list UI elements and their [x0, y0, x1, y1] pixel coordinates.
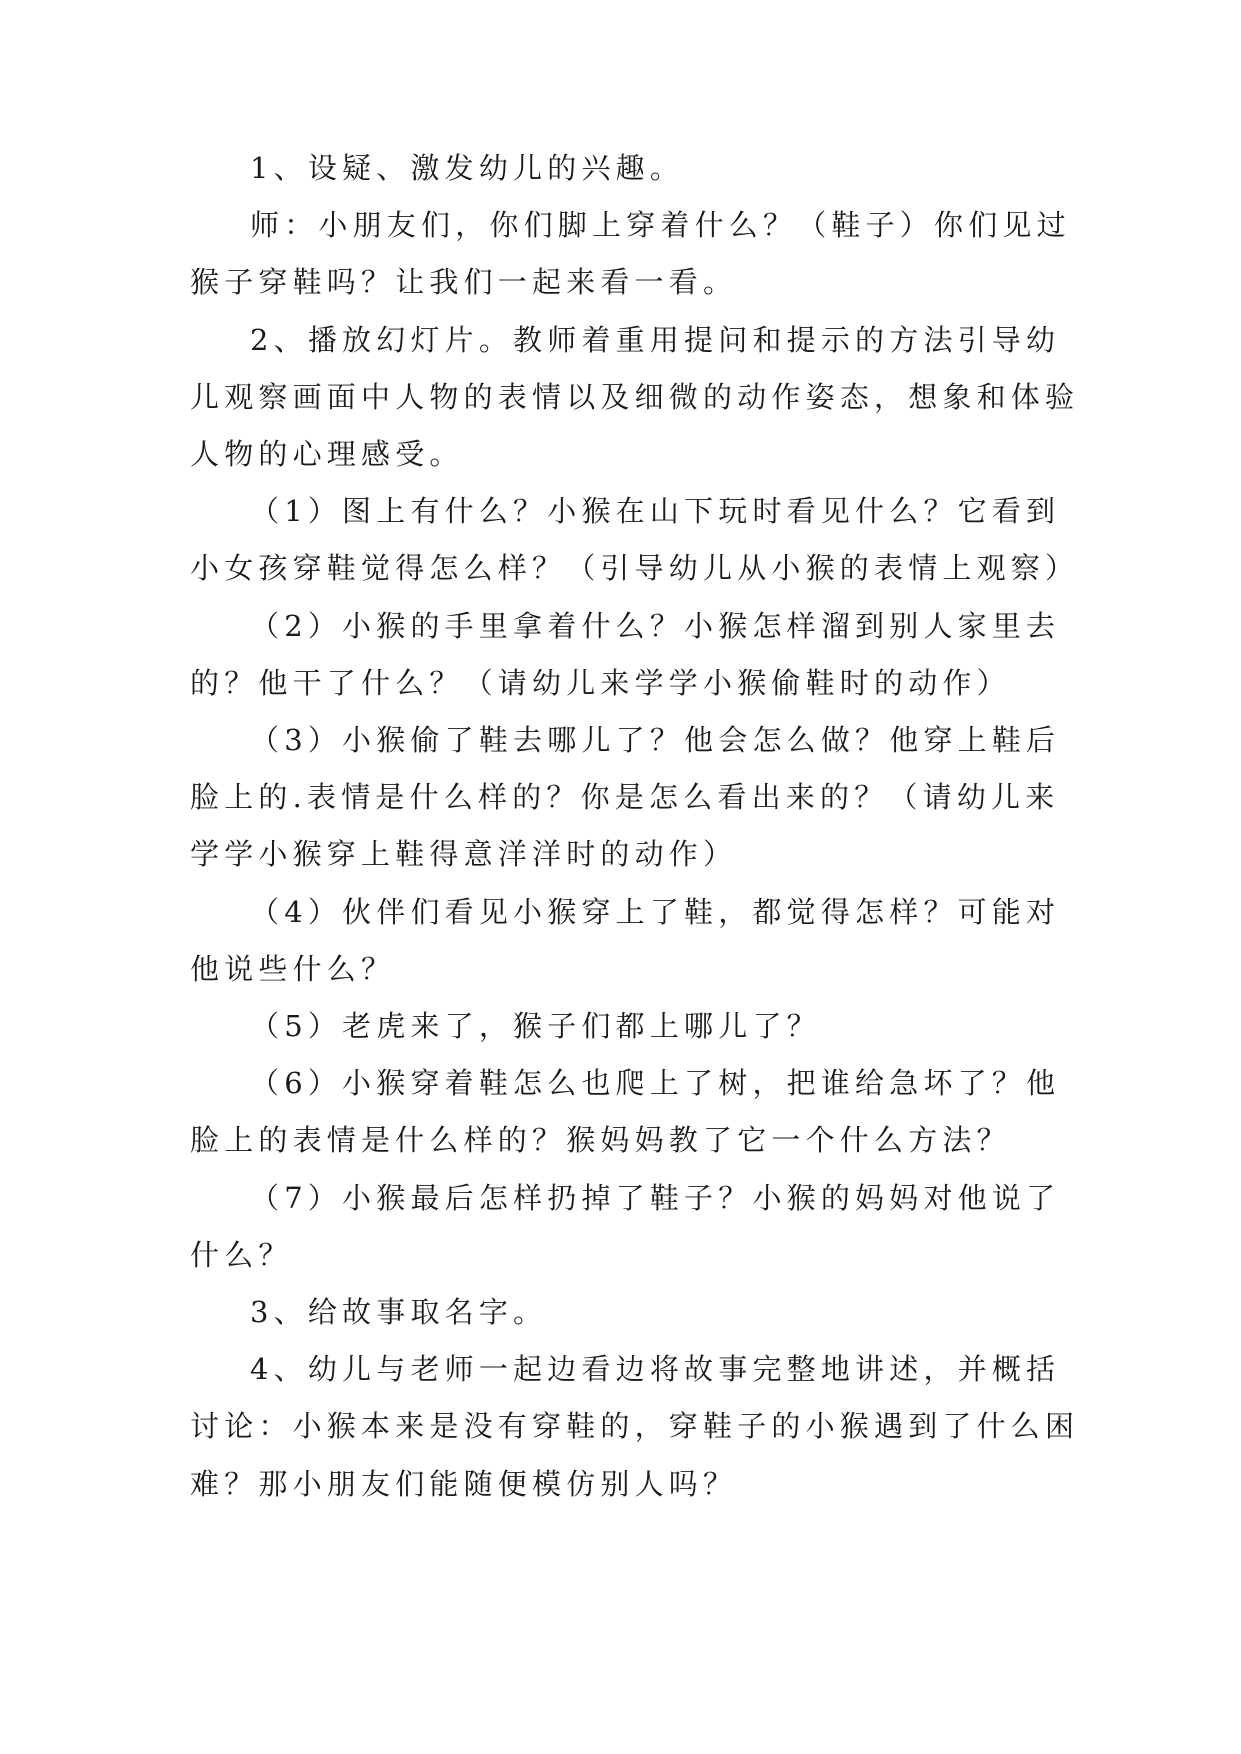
question-5-line-1: （5）老虎来了，猴子们都上哪儿了？ [250, 1009, 821, 1043]
question-3-line-3: 学学小猴穿上鞋得意洋洋时的动作） [190, 837, 738, 871]
step-1-heading: 1、设疑、激发幼儿的兴趣。 [250, 151, 685, 185]
step-4-line-2: 讨论：小猴本来是没有穿鞋的，穿鞋子的小猴遇到了什么困 [190, 1409, 1080, 1443]
question-4-line-1: （4）伙伴们看见小猴穿上了鞋，都觉得怎样？可能对 [250, 895, 1061, 929]
question-3-line-1: （3）小猴偷了鞋去哪儿了？他会怎么做？他穿上鞋后 [250, 723, 1061, 757]
teacher-dialogue-line-1: 师：小朋友们，你们脚上穿着什么？（鞋子）你们见过 [250, 208, 1071, 242]
step-4-line-3: 难？那小朋友们能随便模仿别人吗？ [190, 1467, 738, 1501]
question-2-line-2: 的？他干了什么？（请幼儿来学学小猴偷鞋时的动作） [190, 666, 1011, 700]
question-3-line-2: 脸上的.表情是什么样的？你是怎么看出来的？（请幼儿来 [190, 780, 1060, 814]
step-2-line-2: 儿观察画面中人物的表情以及细微的动作姿态，想象和体验 [190, 380, 1080, 414]
question-7-line-1: （7）小猴最后怎样扔掉了鞋子？小猴的妈妈对他说了 [250, 1181, 1061, 1215]
step-2-line-1: 2、播放幻灯片。教师着重用提问和提示的方法引导幼 [250, 323, 1061, 357]
question-1-line-2: 小女孩穿鞋觉得怎么样？（引导幼儿从小猴的表情上观察） [190, 551, 1080, 585]
question-2-line-1: （2）小猴的手里拿着什么？小猴怎样溜到别人家里去 [250, 609, 1061, 643]
teacher-dialogue-line-2: 猴子穿鞋吗？让我们一起来看一看。 [190, 265, 738, 299]
step-2-line-3: 人物的心理感受。 [190, 437, 464, 471]
step-3-heading: 3、给故事取名字。 [250, 1295, 548, 1329]
question-6-line-2: 脸上的表情是什么样的？猴妈妈教了它一个什么方法？ [190, 1123, 1011, 1157]
question-1-line-1: （1）图上有什么？小猴在山下玩时看见什么？它看到 [250, 494, 1061, 528]
question-4-line-2: 他说些什么？ [190, 952, 396, 986]
step-4-line-1: 4、幼儿与老师一起边看边将故事完整地讲述，并概括 [250, 1352, 1061, 1386]
question-6-line-1: （6）小猴穿着鞋怎么也爬上了树，把谁给急坏了？他 [250, 1066, 1061, 1100]
question-7-line-2: 什么？ [190, 1238, 293, 1272]
